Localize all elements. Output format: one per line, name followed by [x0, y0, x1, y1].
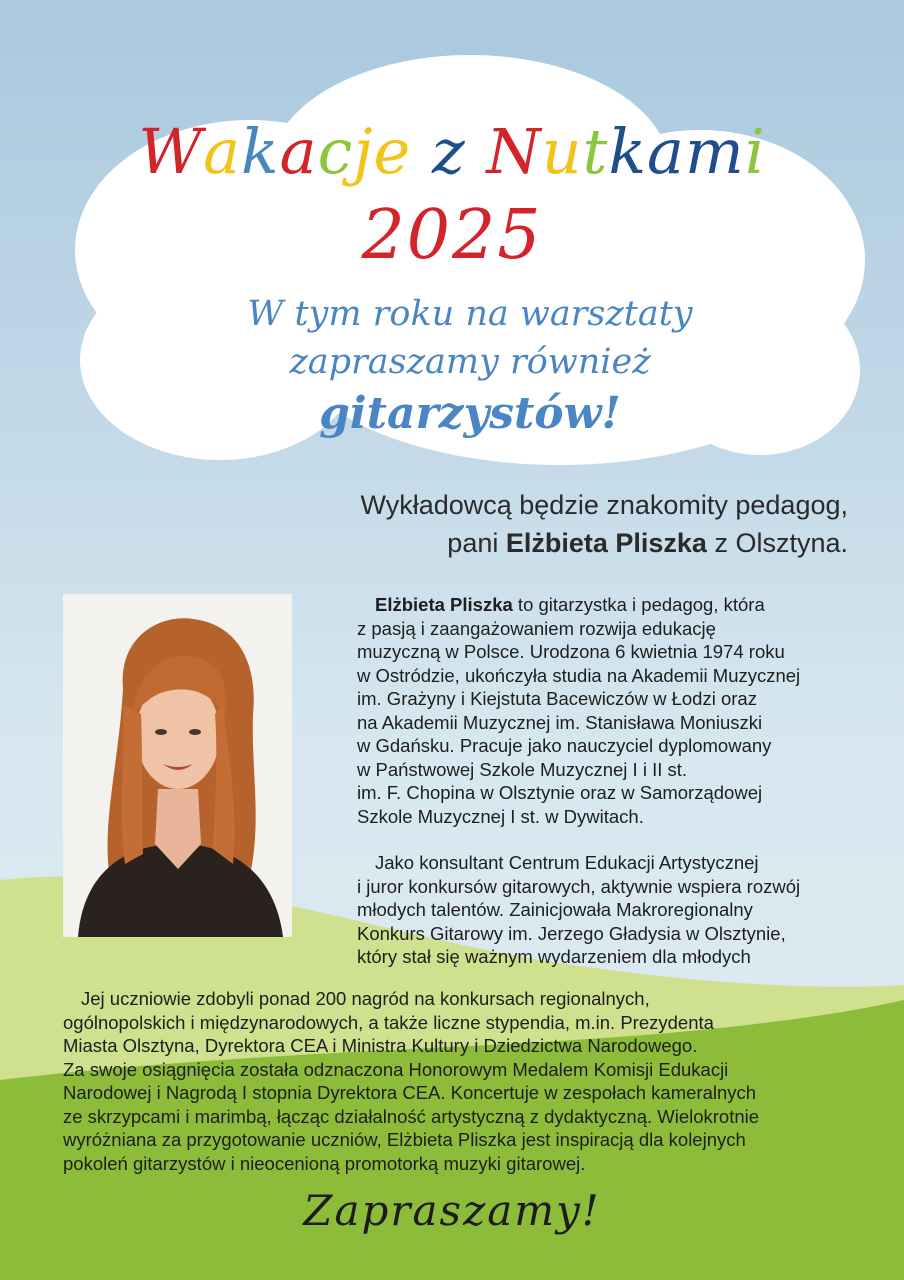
bio-indent: [63, 988, 81, 1009]
closing-invitation: Zapraszamy!: [303, 1186, 601, 1235]
lecturer-line-2: [360, 524, 848, 562]
title-letter: a: [279, 115, 318, 188]
title-letter: a: [203, 115, 242, 188]
bio-line: muzyczną w Polsce. Urodzona 6 kwietnia 1974 roku: [357, 641, 785, 662]
bio-line: to gitarzystka i pedagog, która: [512, 594, 765, 615]
title-letter: j: [353, 115, 374, 188]
bio-line: Jako konsultant Centrum Edukacji Artystycznej: [375, 852, 759, 873]
biography: [357, 593, 867, 969]
bio-line: im. Grażyny i Kiejstuta Bacewiczów w Łodzi oraz: [357, 688, 757, 709]
achievement-line: ze skrzypcami i marimbą, łącząc działalność artystyczną z dydaktyczną. Wielokrotnie: [63, 1105, 760, 1127]
bio-indent: [357, 594, 375, 615]
bio-indent: [357, 852, 375, 873]
title-letter: z: [431, 115, 466, 188]
title-letter: e: [373, 115, 412, 188]
bio-line: Szkole Muzycznej I st. w Dywitach.: [357, 805, 644, 827]
bio-line: w Państwowej Szkole Muzycznej I i II st.: [357, 758, 688, 780]
bio-paragraph-2: [357, 851, 867, 969]
achievement-line: ogólnopolskich i międzynarodowych, a także liczne stypendia, m.in. Prezydenta: [63, 1011, 714, 1033]
title-letter: [466, 112, 487, 192]
bio-line: młodych talentów. Zainicjowała Makroregionalny: [357, 899, 753, 920]
lecturer-line-1: Wykładowcą będzie znakomity pedagog,: [360, 490, 848, 520]
achievement-line: Miasta Olsztyna, Dyrektora CEA i Ministra Kultury i Dziedzictwa Narodowego.: [63, 1035, 698, 1056]
bio-name: Elżbieta Pliszka: [375, 594, 513, 615]
title-letter: c: [317, 115, 354, 188]
bio-line: Konkurs Gitarowy im. Jerzego Gładysia w Olsztynie,: [357, 922, 786, 944]
bio-line: w Ostródzie, ukończyła studia na Akademii Muzycznej: [357, 664, 801, 686]
portrait-photo: [63, 594, 292, 937]
bio-paragraph-1: [357, 593, 867, 828]
invite-line-1: W tym roku na warsztaty: [247, 294, 693, 334]
achievement-line: wyróżniana za przygotowanie uczniów, Elżbieta Pliszka jest inspiracją dla kolejnych: [63, 1129, 746, 1150]
achievement-line: Narodowej i Nagrodą I stopnia Dyrektora CEA. Koncertuje w zespołach kameralnych: [63, 1082, 757, 1103]
bio-line: im. F. Chopina w Olsztynie oraz w Samorządowej: [357, 782, 763, 803]
title-year: 2025: [361, 196, 543, 275]
title-letter: k: [241, 115, 280, 188]
achievement-line: Jej uczniowie zdobyli ponad 200 nagród na konkursach regionalnych,: [81, 988, 650, 1009]
lecturer-prefix: pani: [447, 528, 506, 558]
bio-line: w Gdańsku. Pracuje jako nauczyciel dyplomowany: [357, 735, 772, 756]
bio-line: i juror konkursów gitarowych, aktywnie wspiera rozwój: [357, 875, 801, 897]
bio-line: na Akademii Muzycznej im. Stanisława Moniuszki: [357, 711, 763, 733]
lecturer-suffix: z Olsztyna.: [706, 528, 848, 558]
achievement-line: Za swoje osiągnięcia została odznaczona Honorowym Medalem Komisji Edukacji: [63, 1058, 729, 1080]
title-letter: k: [608, 115, 648, 188]
title-letter: t: [582, 115, 609, 188]
title-letter: a: [647, 115, 686, 188]
title-letter: i: [744, 115, 766, 188]
invite-line-3: gitarzystów!: [319, 388, 621, 439]
bio-line: z pasją i zaangażowaniem rozwija edukację: [357, 617, 716, 639]
title-letter: [411, 112, 432, 192]
title-letter: u: [541, 115, 583, 188]
bio-line: który stał się ważnym wydarzeniem dla młodych: [357, 946, 751, 967]
achievements-text: [63, 987, 863, 1175]
achievement-line: pokoleń gitarzystów i nieocenioną promotorką muzyki gitarowej.: [63, 1152, 586, 1174]
lecturer-announcement: [360, 486, 848, 562]
invite-line-2: zapraszamy również: [289, 342, 651, 382]
achievements-paragraph: [63, 987, 863, 1175]
title-letter: N: [486, 115, 542, 188]
portrait-illustration: [63, 594, 292, 937]
title-letter: W: [138, 115, 204, 188]
title-wakacje-z-nutkami: [0, 112, 904, 192]
lecturer-name: Elżbieta Pliszka: [505, 528, 707, 558]
invite-text: [120, 290, 820, 442]
title-letter: m: [685, 115, 745, 188]
